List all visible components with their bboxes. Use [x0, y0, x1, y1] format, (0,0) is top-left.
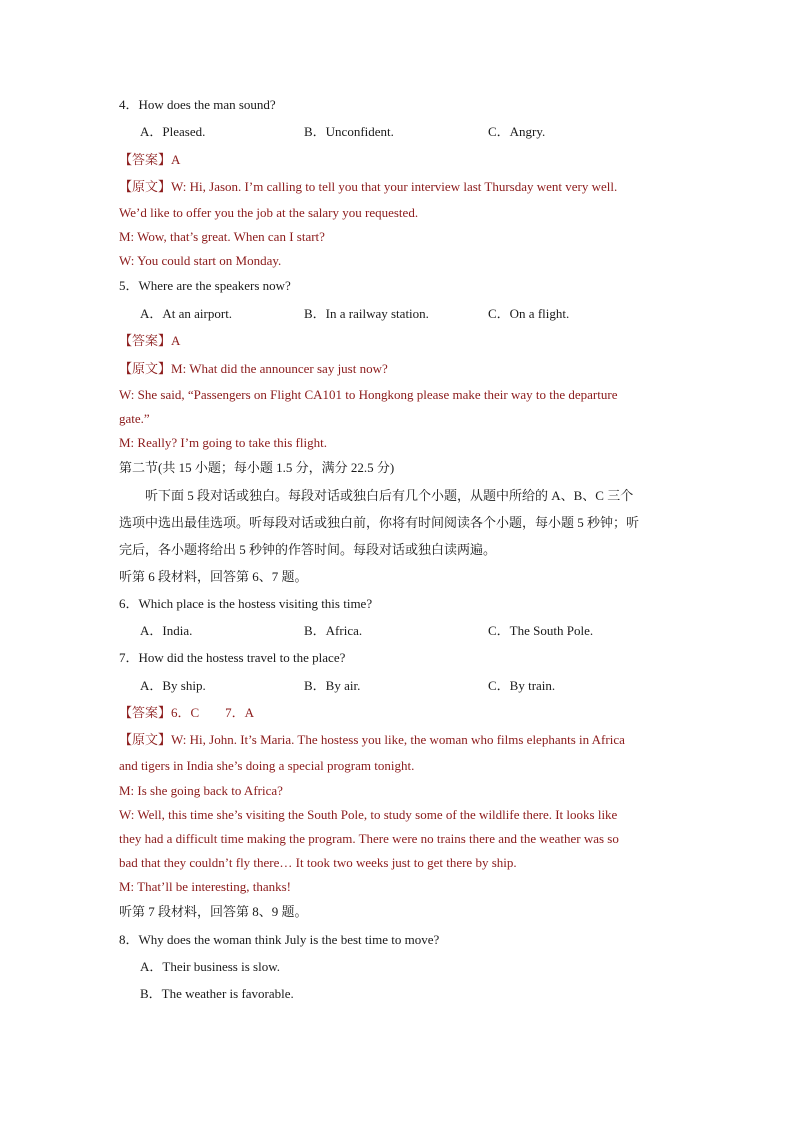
section-2-instructions-line-2: 选项中选出最佳选项。听每段对话或独白前，你将有时间阅读各个小题，每小题 5 秒钟；听	[119, 515, 640, 530]
answer-4	[119, 152, 180, 168]
transcript-label: 【原文】	[119, 361, 172, 376]
question-7: 7．How did the hostess travel to the place?	[119, 650, 346, 665]
question-8-option-b: B．The weather is favorable.	[140, 986, 294, 1001]
answer-label: 【答案】	[119, 705, 172, 720]
transcript-6-line-1: 【原文】W: Hi, John. It’s Maria. The hostess you like, the woman who films elephants in Africa	[119, 732, 625, 747]
transcript-label: 【原文】	[119, 732, 172, 747]
answer-value: 6．C 7．A	[171, 705, 255, 720]
option-b: B．In a railway station.	[304, 306, 429, 321]
option-a: A．By ship.	[140, 678, 206, 693]
option-a: A．Pleased.	[140, 124, 206, 139]
option-b: B．Africa.	[304, 623, 363, 638]
section-2-heading: 第二节(共 15 小题；每小题 1.5 分，满分 22.5 分)	[119, 460, 395, 475]
passage-6-intro: 听第 6 段材料，回答第 6、7 题。	[119, 569, 308, 584]
option-c: C．By train.	[488, 678, 556, 693]
passage-7-intro: 听第 7 段材料，回答第 8、9 题。	[119, 904, 308, 919]
question-8: 8．Why does the woman think July is the best time to move?	[119, 932, 440, 947]
answer-value: A	[171, 333, 181, 348]
option-a: A．India.	[140, 623, 193, 638]
section-2-instructions-line-1: 听下面 5 段对话或独白。每段对话或独白后有几个小题，从题中所给的 A、B、C 三个	[145, 488, 634, 503]
transcript-6-line-5: they had a difficult time making the program. There were no trains there and the weather was so	[119, 831, 619, 846]
transcript-6-line-7: M: That’ll be interesting, thanks!	[119, 879, 291, 894]
answer-6-7	[119, 705, 254, 721]
answer-label: 【答案】	[119, 152, 172, 167]
answer-5	[119, 333, 180, 349]
answer-value: A	[171, 152, 181, 167]
transcript-4-line-2: We’d like to offer you the job at the salary you requested.	[119, 205, 419, 220]
answer-label: 【答案】	[119, 333, 172, 348]
question-8-option-a: A．Their business is slow.	[140, 959, 280, 974]
transcript-5-line-3: gate.”	[119, 411, 150, 426]
option-b: B．By air.	[304, 678, 361, 693]
transcript-4-line-1: 【原文】W: Hi, Jason. I’m calling to tell you that your interview last Thursday went very well.	[119, 179, 618, 194]
section-2-instructions-line-3: 完后，各小题将给出 5 秒钟的作答时间。每段对话或独白读两遍。	[119, 542, 497, 557]
transcript-5-line-1: 【原文】M: What did the announcer say just now?	[119, 361, 388, 376]
question-6: 6．Which place is the hostess visiting this time?	[119, 596, 373, 611]
transcript-6-line-4: W: Well, this time she’s visiting the South Pole, to study some of the wildlife there. It looks like	[119, 807, 618, 822]
transcript-6-line-6: bad that they couldn’t fly there… It took two weeks just to get there by ship.	[119, 855, 517, 870]
transcript-4-line-3: M: Wow, that’s great. When can I start?	[119, 229, 325, 244]
option-c: C．On a flight.	[488, 306, 570, 321]
question-5: 5．Where are the speakers now?	[119, 278, 291, 293]
transcript-4-line-4: W: You could start on Monday.	[119, 253, 282, 268]
option-b: B．Unconfident.	[304, 124, 394, 139]
transcript-label: 【原文】	[119, 179, 172, 194]
transcript-5-line-2: W: She said, “Passengers on Flight CA101 to Hongkong please make their way to the departure	[119, 387, 618, 402]
option-a: A．At an airport.	[140, 306, 233, 321]
transcript-6-line-2: and tigers in India she’s doing a special program tonight.	[119, 758, 415, 773]
option-c: C．Angry.	[488, 124, 546, 139]
option-c: C．The South Pole.	[488, 623, 594, 638]
transcript-6-line-3: M: Is she going back to Africa?	[119, 783, 283, 798]
transcript-5-line-4: M: Really? I’m going to take this flight.	[119, 435, 327, 450]
question-4: 4．How does the man sound?	[119, 97, 276, 112]
